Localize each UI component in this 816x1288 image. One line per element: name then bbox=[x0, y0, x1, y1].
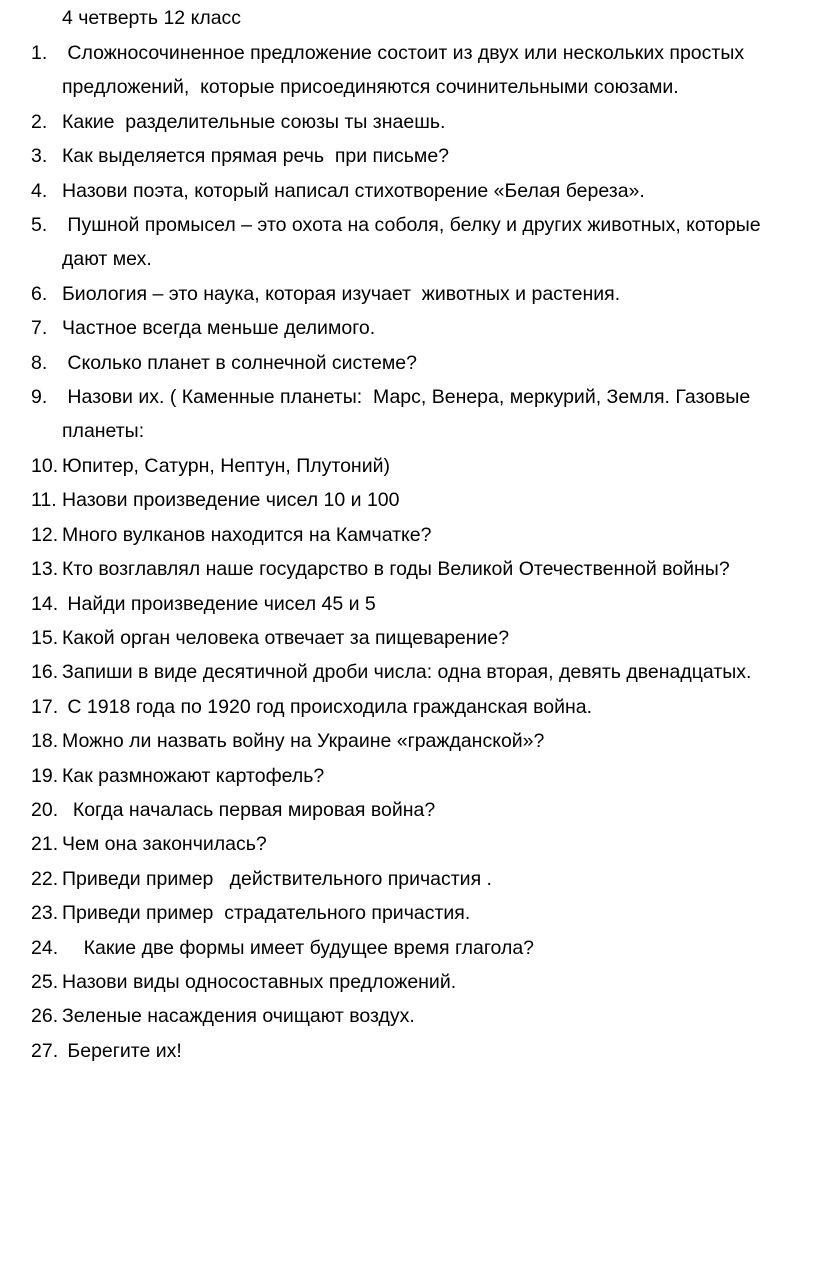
list-item-number: 9. bbox=[31, 386, 48, 409]
list-item bbox=[0, 896, 816, 930]
list-item-number: 13. bbox=[31, 558, 59, 581]
list-item-number: 17. bbox=[31, 695, 59, 718]
list-item-text: Как размножают картофель? bbox=[62, 764, 325, 787]
list-item bbox=[0, 174, 816, 208]
list-item-text: С 1918 года по 1920 год происходила гражданская война. bbox=[62, 695, 593, 718]
list-item-number: 14. bbox=[31, 592, 59, 615]
list-item-number: 27. bbox=[31, 1039, 59, 1062]
list-item bbox=[0, 380, 816, 449]
list-item-text: Можно ли назвать войну на Украине «гражданской»? bbox=[62, 730, 545, 753]
list-item-number: 25. bbox=[31, 970, 59, 993]
list-item-text: Какой орган человека отвечает за пищеварение? bbox=[62, 626, 510, 649]
list-item-text: Сложносочиненное предложение состоит из двух или нескольких простых предложений, которые присоединяются сочинительными союзами. bbox=[62, 42, 750, 99]
list-item-number: 18. bbox=[31, 730, 59, 753]
list-item-text: Много вулканов находится на Камчатке? bbox=[62, 523, 432, 546]
list-item bbox=[0, 311, 816, 345]
list-item-number: 7. bbox=[31, 317, 48, 340]
list-item bbox=[0, 862, 816, 896]
list-item bbox=[0, 655, 816, 689]
list-item bbox=[0, 36, 816, 105]
list-item-number: 2. bbox=[31, 110, 48, 133]
list-item-text: Кто возглавлял наше государство в годы Великой Отечественной войны? bbox=[62, 558, 730, 581]
list-item-text: Пушной промысел – это охота на соболя, белку и других животных, которые дают мех. bbox=[62, 214, 767, 271]
list-item bbox=[0, 346, 816, 380]
list-item-text: Когда началась первая мировая война? bbox=[62, 798, 436, 821]
list-item-text: Приведи пример действительного причастия . bbox=[62, 867, 492, 890]
list-item-number: 22. bbox=[31, 867, 59, 890]
list-item bbox=[0, 793, 816, 827]
list-item-text: Частное всегда меньше делимого. bbox=[62, 317, 376, 340]
list-item-text: Биология – это наука, которая изучает животных и растения. bbox=[62, 282, 621, 305]
list-item bbox=[0, 759, 816, 793]
list-item bbox=[0, 105, 816, 139]
list-item-number: 21. bbox=[31, 833, 59, 856]
list-item-text: Как выделяется прямая речь при письме? bbox=[62, 145, 450, 168]
list-item bbox=[0, 690, 816, 724]
list-item bbox=[0, 1034, 816, 1068]
list-item bbox=[0, 449, 816, 483]
list-item bbox=[0, 483, 816, 517]
list-item bbox=[0, 931, 816, 965]
list-item bbox=[0, 724, 816, 758]
list-item-number: 24. bbox=[31, 936, 59, 959]
list-item bbox=[0, 518, 816, 552]
list-item-text: Назови произведение чисел 10 и 100 bbox=[62, 489, 400, 512]
list-item-text: Найди произведение чисел 45 и 5 bbox=[62, 592, 376, 615]
list-item-number: 23. bbox=[31, 902, 59, 925]
list-item-text: Сколько планет в солнечной системе? bbox=[62, 351, 417, 374]
list-item-text: Назови поэта, который написал стихотворение «Белая береза». bbox=[62, 179, 645, 202]
list-item bbox=[0, 999, 816, 1033]
list-item-number: 19. bbox=[31, 764, 59, 787]
list-item-number: 16. bbox=[31, 661, 59, 684]
list-item-text: Назови их. ( Каменные планеты: Марс, Венера, меркурий, Земля. Газовые планеты: bbox=[62, 386, 756, 443]
list-item-number: 15. bbox=[31, 626, 59, 649]
list-item-text: Какие разделительные союзы ты знаешь. bbox=[62, 110, 446, 133]
list-item bbox=[0, 208, 816, 277]
document-title: 4 четверть 12 класс bbox=[62, 7, 242, 29]
list-item-text: Назови виды односоставных предложений. bbox=[62, 970, 457, 993]
list-item bbox=[0, 965, 816, 999]
list-item bbox=[0, 587, 816, 621]
list-item bbox=[0, 621, 816, 655]
list-item-number: 8. bbox=[31, 351, 48, 374]
list-item bbox=[0, 277, 816, 311]
list-item-number: 6. bbox=[31, 282, 48, 305]
list-item-number: 4. bbox=[31, 179, 48, 202]
list-item-number: 26. bbox=[31, 1005, 59, 1028]
list-item-number: 5. bbox=[31, 214, 48, 237]
list-item-text: Приведи пример страдательного причастия. bbox=[62, 902, 471, 925]
list-item-number: 20. bbox=[31, 798, 59, 821]
list-item-number: 10. bbox=[31, 454, 59, 477]
list-item-number: 1. bbox=[31, 42, 48, 64]
list-item bbox=[0, 552, 816, 586]
list-item-text: Какие две формы имеет будущее время глагола? bbox=[62, 936, 535, 959]
list-item-text: Зеленые насаждения очищают воздух. bbox=[62, 1005, 415, 1028]
list-item-text: Юпитер, Сатурн, Нептун, Плутоний) bbox=[62, 454, 390, 477]
list-item bbox=[0, 827, 816, 861]
list-item bbox=[0, 139, 816, 173]
question-list bbox=[0, 36, 816, 1068]
list-item-text: Берегите их! bbox=[62, 1039, 182, 1062]
list-item-text: Чем она закончилась? bbox=[62, 833, 267, 856]
list-item-number: 12. bbox=[31, 523, 59, 546]
list-item-text: Запиши в виде десятичной дроби числа: одна вторая, девять двенадцатых. bbox=[62, 661, 752, 684]
list-item-number: 3. bbox=[31, 145, 48, 168]
list-item-number: 11. bbox=[31, 489, 57, 512]
